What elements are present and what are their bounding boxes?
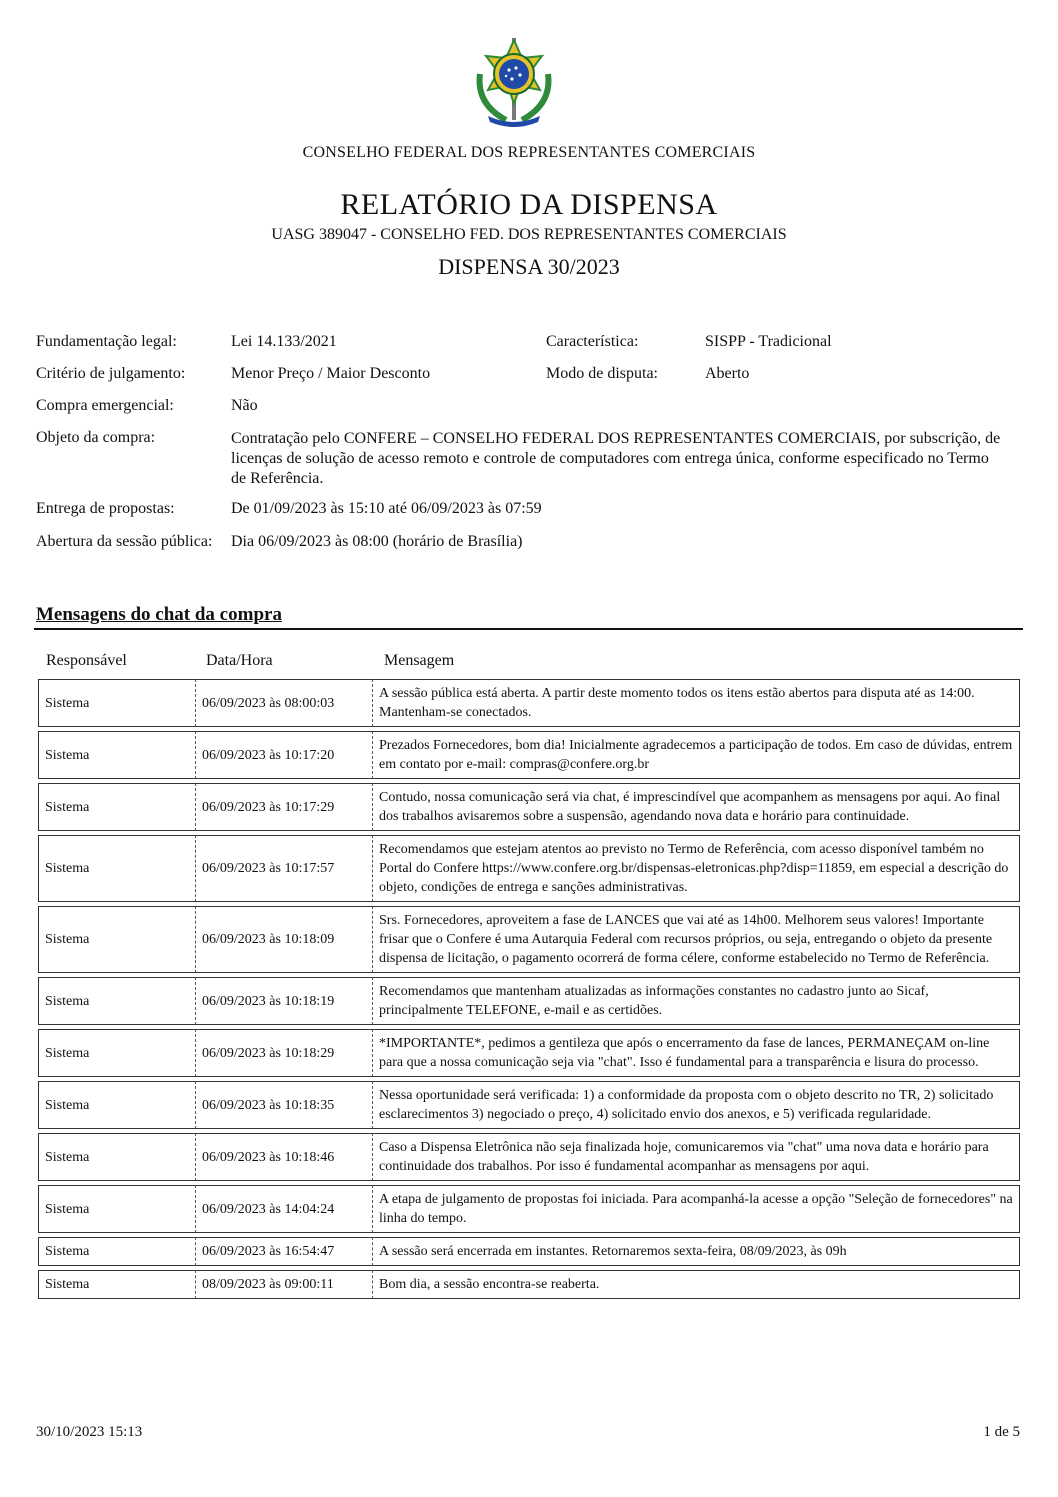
mensagem-cell: A etapa de julgamento de propostas foi iniciada. Para acompanhá-la acesse a opção "Seleção de fornecedores" na linha do tempo. — [373, 1185, 1020, 1233]
datahora-cell: 06/09/2023 às 10:18:46 — [195, 1133, 373, 1181]
organization-name: CONSELHO FEDERAL DOS REPRESENTANTES COMERCIAIS — [302, 144, 756, 161]
objeto-value: Contratação pelo CONFERE – CONSELHO FEDERAL DOS REPRESENTANTES COMERCIAIS, por subscrição, de licenças de solução de acesso remoto e controle de computadores com entrega única, conforme especificado no Termo de Referência. — [231, 430, 1001, 487]
datahora-cell: 06/09/2023 às 10:17:57 — [195, 835, 373, 902]
responsavel-cell: Sistema — [38, 835, 195, 902]
table-row — [38, 977, 1020, 1025]
column-header-responsavel: Responsável — [46, 652, 127, 669]
table-row — [38, 1237, 1020, 1266]
responsavel-cell: Sistema — [38, 783, 195, 831]
table-row — [38, 835, 1020, 902]
table-row — [38, 783, 1020, 831]
datahora-cell: 06/09/2023 às 14:04:24 — [195, 1185, 373, 1233]
table-row — [38, 1133, 1020, 1181]
uasg-line: UASG 389047 - CONSELHO FED. DOS REPRESENTANTES COMERCIAIS — [271, 226, 787, 243]
mensagem-cell: Prezados Fornecedores, bom dia! Inicialmente agradecemos a participação de todos. Em caso de dúvidas, entrem em contato por e-mail: compras@confere.org.br — [373, 731, 1020, 779]
responsavel-cell: Sistema — [38, 1237, 195, 1266]
datahora-cell: 06/09/2023 às 10:18:29 — [195, 1029, 373, 1077]
responsavel-cell: Sistema — [38, 1133, 195, 1181]
responsavel-cell: Sistema — [38, 1185, 195, 1233]
footer-generated-date: 30/10/2023 15:13 — [36, 1424, 143, 1440]
mensagem-cell: Contudo, nossa comunicação será via chat, é imprescindível que acompanhem as mensagens por aqui. Ao final dos trabalhos avisaremos sobre a suspensão, agendando nova data e horário para continuidade. — [373, 783, 1020, 831]
brazil-coat-of-arms-icon — [466, 34, 562, 130]
responsavel-cell: Sistema — [38, 1029, 195, 1077]
chat-heading: Mensagens do chat da compra — [36, 604, 282, 625]
mensagem-cell: A sessão pública está aberta. A partir deste momento todos os itens estão abertos para disputa até as 14:00. Mantenham-se conectados. — [373, 679, 1020, 727]
report-title: RELATÓRIO DA DISPENSA — [340, 188, 718, 221]
caracteristica-label: Característica: — [546, 333, 639, 350]
mensagem-cell: A sessão será encerrada em instantes. Retornaremos sexta-feira, 08/09/2023, às 09h — [373, 1237, 1020, 1266]
responsavel-cell: Sistema — [38, 1081, 195, 1129]
abertura-value: Dia 06/09/2023 às 08:00 (horário de Brasília) — [231, 533, 523, 550]
mensagem-cell: Caso a Dispensa Eletrônica não seja finalizada hoje, comunicaremos via "chat" uma nova data e horário para continuidade dos trabalhos. Por isso é fundamental acompanhar as mensagens por aqui. — [373, 1133, 1020, 1181]
emergencial-value: Não — [231, 397, 258, 414]
datahora-cell: 06/09/2023 às 10:18:35 — [195, 1081, 373, 1129]
chat-messages-table — [38, 675, 1020, 1303]
fundamentacao-value: Lei 14.133/2021 — [231, 333, 337, 350]
abertura-label: Abertura da sessão pública: — [36, 533, 213, 550]
mensagem-cell: Nessa oportunidade será verificada: 1) a conformidade da proposta com o objeto descrito no TR, 2) solicitado esclarecimentos 3) negociado o preço, 4) solicitado envio dos anexos, e 5) verificada regularidade. — [373, 1081, 1020, 1129]
heading-divider — [34, 628, 1023, 630]
criterio-label: Critério de julgamento: — [36, 365, 186, 382]
emergencial-label: Compra emergencial: — [36, 397, 174, 414]
datahora-cell: 06/09/2023 às 10:18:09 — [195, 906, 373, 973]
footer-page-indicator: 1 de 5 — [983, 1424, 1020, 1440]
column-header-mensagem: Mensagem — [384, 652, 455, 669]
criterio-value: Menor Preço / Maior Desconto — [231, 365, 431, 382]
fundamentacao-label: Fundamentação legal: — [36, 333, 177, 350]
datahora-cell: 06/09/2023 às 10:18:19 — [195, 977, 373, 1025]
table-row — [38, 1185, 1020, 1233]
caracteristica-value: SISPP - Tradicional — [705, 333, 832, 350]
mensagem-cell: Recomendamos que mantenham atualizadas as informações constantes no cadastro junto ao Sicaf, principalmente TELEFONE, e-mail e as certidões. — [373, 977, 1020, 1025]
datahora-cell: 06/09/2023 às 08:00:03 — [195, 679, 373, 727]
responsavel-cell: Sistema — [38, 731, 195, 779]
responsavel-cell: Sistema — [38, 1270, 195, 1299]
responsavel-cell: Sistema — [38, 679, 195, 727]
datahora-cell: 06/09/2023 às 10:17:29 — [195, 783, 373, 831]
table-row — [38, 1270, 1020, 1299]
mensagem-cell: Recomendamos que estejam atentos ao previsto no Termo de Referência, com acesso disponível também no Portal do Confere https://www.confere.org.br/dispensas-eletronicas.php?disp=11859, em especial a descrição do objeto, condições de entrega e sanções administrativas. — [373, 835, 1020, 902]
datahora-cell: 08/09/2023 às 09:00:11 — [195, 1270, 373, 1299]
table-row — [38, 906, 1020, 973]
dispensa-number: DISPENSA 30/2023 — [438, 254, 620, 279]
mensagem-cell: Srs. Fornecedores, aproveitem a fase de LANCES que vai até as 14h00. Melhorem seus valores! Importante frisar que o Confere é uma Autarquia Federal com recursos próprios, ou seja, entregando o objeto da presente dispensa de licitação, o pagamento ocorrerá de forma célere, conforme estabelecido no Termo de Referência. — [373, 906, 1020, 973]
table-row — [38, 731, 1020, 779]
chat-messages-body — [38, 679, 1020, 1299]
datahora-cell: 06/09/2023 às 16:54:47 — [195, 1237, 373, 1266]
modo-disputa-value: Aberto — [705, 365, 750, 382]
table-row — [38, 1029, 1020, 1077]
objeto-label: Objeto da compra: — [36, 429, 156, 446]
entrega-label: Entrega de propostas: — [36, 500, 175, 517]
responsavel-cell: Sistema — [38, 906, 195, 973]
table-row — [38, 679, 1020, 727]
mensagem-cell: *IMPORTANTE*, pedimos a gentileza que após o encerramento da fase de lances, PERMANEÇAM on-line para que a nossa comunicação seja via "chat". Isso é fundamental para a transparência e lisura do processo. — [373, 1029, 1020, 1077]
modo-disputa-label: Modo de disputa: — [546, 365, 658, 382]
table-row — [38, 1081, 1020, 1129]
column-header-datahora: Data/Hora — [206, 652, 273, 669]
mensagem-cell: Bom dia, a sessão encontra-se reaberta. — [373, 1270, 1020, 1299]
datahora-cell: 06/09/2023 às 10:17:20 — [195, 731, 373, 779]
entrega-value: De 01/09/2023 às 15:10 até 06/09/2023 às 07:59 — [231, 500, 542, 517]
responsavel-cell: Sistema — [38, 977, 195, 1025]
